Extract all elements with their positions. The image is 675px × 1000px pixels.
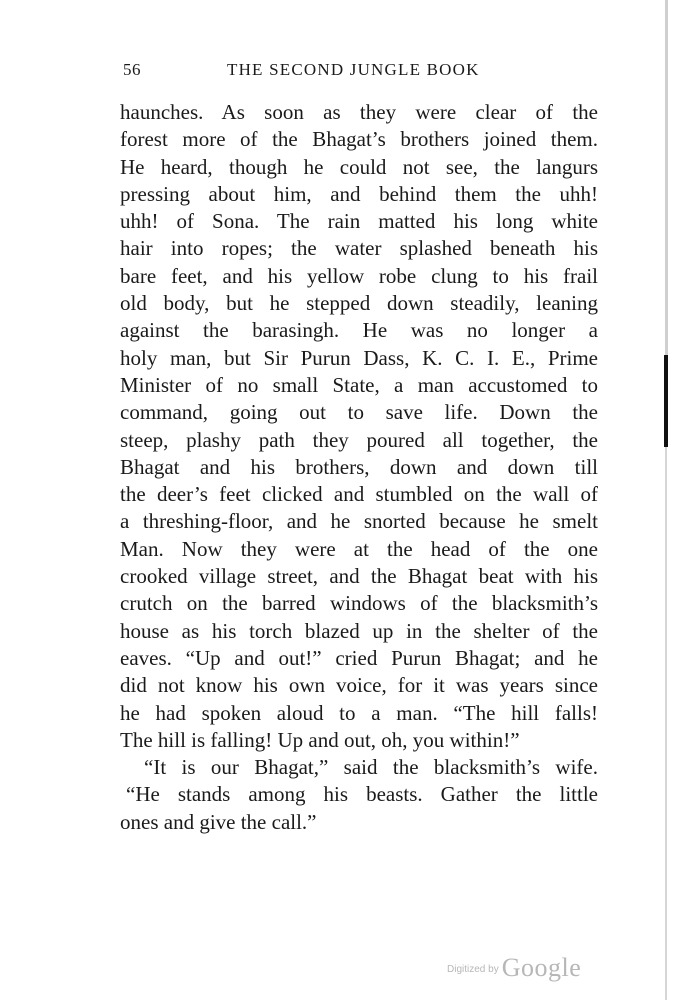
scan-page-edge-shadow: [664, 355, 668, 447]
text-line-17: Man. Now they were at the head of the one: [120, 536, 598, 561]
text-line-23: he had spoken aloud to a man. “The hill falls!: [120, 700, 598, 725]
watermark-prefix: Digitized by: [447, 964, 499, 975]
text-line-4: pressing about him, and behind them the uhh!: [120, 181, 598, 206]
text-line-27: ones and give the call.”: [120, 809, 317, 834]
google-logo: Google: [501, 953, 582, 982]
text-line-19: crutch on the barred windows of the blacksmith’s: [120, 591, 598, 616]
text-line-21: eaves. “Up and out!” cried Purun Bhagat; and he: [120, 645, 598, 670]
scan-page-edge-top: [665, 0, 668, 355]
page-number: 56: [123, 60, 141, 79]
text-line-25: “It is our Bhagat,” said the blacksmith’s wife.: [144, 755, 598, 780]
text-line-14: Bhagat and his brothers, down and down till: [120, 454, 598, 479]
text-line-11: Minister of no small State, a man accustomed to: [120, 372, 598, 397]
text-line-16: a threshing-floor, and he snorted because he smelt: [120, 509, 598, 534]
scan-page-edge-bottom: [665, 447, 667, 1000]
text-line-5: uhh! of Sona. The rain matted his long white: [120, 209, 598, 234]
text-line-7: bare feet, and his yellow robe clung to his frail: [120, 263, 598, 288]
text-line-6: hair into ropes; the water splashed beneath his: [120, 236, 598, 261]
text-line-18: crooked village street, and the Bhagat beat with his: [120, 564, 598, 589]
text-line-9: against the barasingh. He was no longer a: [120, 318, 598, 343]
running-head: THE SECOND JUNGLE BOOK: [227, 60, 480, 79]
text-line-24: The hill is falling! Up and out, oh, you within!”: [120, 727, 520, 752]
text-line-20: house as his torch blazed up in the shelter of the: [120, 618, 598, 643]
body-text: [120, 99, 598, 836]
digitized-watermark: [447, 953, 581, 983]
text-line-26: “He stands among his beasts. Gather the little: [126, 782, 598, 807]
text-line-15: the deer’s feet clicked and stumbled on the wall of: [120, 482, 598, 507]
text-line-3: He heard, though he could not see, the langurs: [120, 154, 598, 179]
text-line-13: steep, plashy path they poured all together, the: [120, 427, 598, 452]
text-line-1: haunches. As soon as they were clear of the: [120, 100, 598, 124]
text-line-10: holy man, but Sir Purun Dass, K. C. I. E., Prime: [120, 345, 598, 370]
text-line-8: old body, but he stepped down steadily, leaning: [120, 291, 598, 316]
text-line-22: did not know his own voice, for it was years since: [120, 673, 598, 698]
text-line-2: forest more of the Bhagat’s brothers joined them.: [120, 127, 598, 152]
page-header: [123, 60, 596, 86]
text-line-12: command, going out to save life. Down the: [120, 400, 598, 425]
